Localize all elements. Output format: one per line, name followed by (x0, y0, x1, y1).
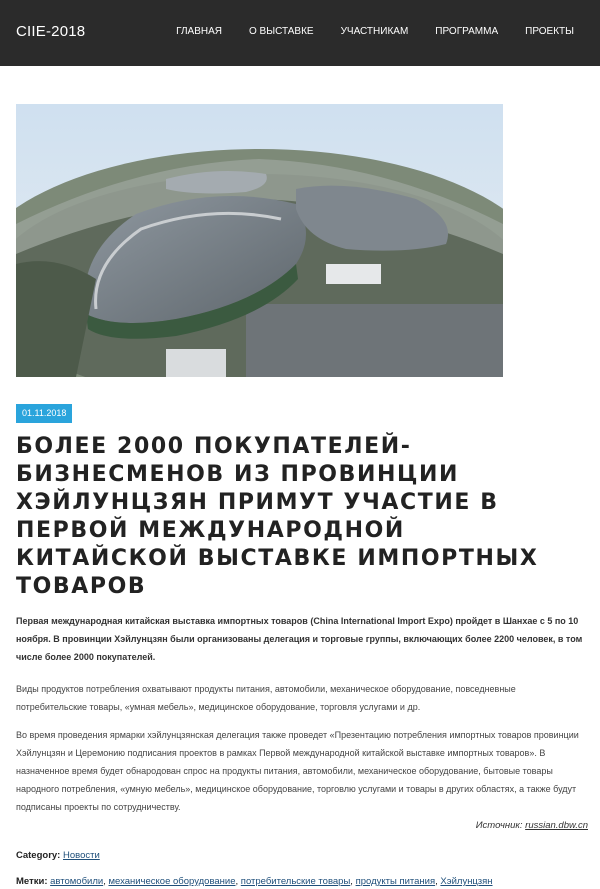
post-tags: Метки: автомобили, механическое оборудование, потребительские товары, продукты питания, Хэйлунцзян (16, 876, 493, 887)
tag-link[interactable]: механическое оборудование (108, 876, 236, 887)
site-header (0, 0, 600, 66)
nav-item-about[interactable]: О ВЫСТАВКЕ (248, 26, 314, 37)
tag-link[interactable]: автомобили (50, 876, 104, 887)
post-category (16, 850, 100, 861)
post-lead-paragraph: Первая международная китайская выставка импортных товаров (China International Import Expo) пройдет в Шанхае с 5 по 10 ноября. В провинции Хэйлунцзян были организованы делегация и торговые группы, включающих более 2200 человек, в том числе более 2000 покупателей. (16, 616, 583, 662)
post-title: БОЛЕЕ 2000 ПОКУПАТЕЛЕЙ-БИЗНЕСМЕНОВ ИЗ ПРОВИНЦИИ ХЭЙЛУНЦЗЯН ПРИМУТ УЧАСТИЕ В ПЕРВОЙ МЕЖДУНАРОДНОЙ КИТАЙСКОЙ ВЫСТАВКЕ ИМПОРТНЫХ ТОВАРОВ (16, 434, 539, 599)
post-hero-image (16, 104, 503, 377)
source-label: Источник: (475, 820, 523, 831)
nav-item-home[interactable]: ГЛАВНАЯ (176, 26, 222, 37)
tag-link[interactable]: Хэйлунцзян (440, 876, 493, 887)
nav-item-program[interactable]: ПРОГРАММА (435, 26, 499, 37)
post-date-badge: 01.11.2018 (16, 404, 72, 423)
post-paragraph-2: Виды продуктов потребления охватывают продукты питания, автомобили, механическое оборудование, повседневные потребительские товары, «умная мебель», медицинское оборудование, торговля услугами и др. (16, 684, 516, 712)
main-nav (176, 26, 574, 37)
site-brand[interactable]: CIIE-2018 (16, 23, 86, 40)
nav-item-projects[interactable]: ПРОЕКТЫ (525, 26, 574, 37)
post-source (476, 820, 588, 831)
category-label: Category: (16, 850, 61, 861)
tag-link[interactable]: потребительские товары (240, 876, 351, 887)
source-link[interactable]: russian.dbw.cn (525, 820, 588, 831)
tag-link[interactable]: продукты питания (355, 876, 436, 887)
expo-aerial-photo (16, 104, 503, 377)
post-paragraph-3: Во время проведения ярмарки хэйлунцзянская делегация также проведет «Презентацию потребления импортных товаров провинции Хэйлунцзян и Церемонию подписания проектов в рамках Первой международной китайской выставке импортных товаров». В назначенное время будет обнародован спрос на продукты питания, автомобили, механическое оборудование, бытовые товары народного потребления, «умную мебель», медицинское оборудование, торговлю услугами и товары в других областях, а также будут подписаны проекты по сотрудничеству. (16, 730, 579, 812)
nav-item-participants[interactable]: УЧАСТНИКАМ (340, 26, 409, 37)
tags-label: Метки: (16, 876, 48, 887)
category-link[interactable]: Новости (62, 850, 100, 861)
